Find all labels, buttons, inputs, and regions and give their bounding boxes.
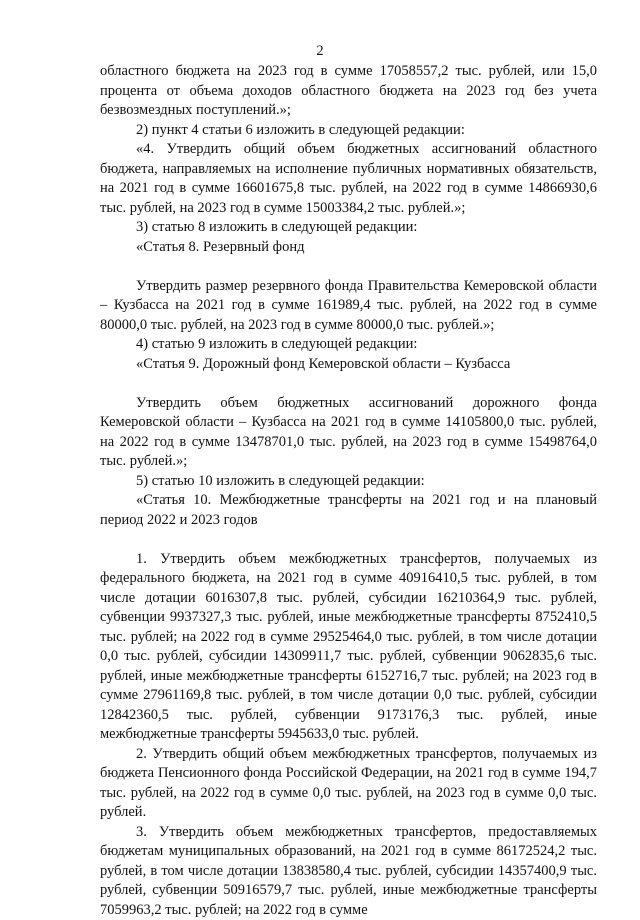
paragraph-transfers-2: 2. Утвердить общий объем межбюджетных трансфертов, получаемых из бюджета Пенсионного фонда Российской Федерации, на 2021 год в сумме 194,7 тыс. рублей, на 2022 год в сумме 0,0 тыс. рублей, на 2023 год в сумме 0,0 тыс. рублей. xyxy=(100,745,597,823)
paragraph-road-fund: Утвердить объем бюджетных ассигнований дорожного фонда Кемеровской области – Кузбасса на 2021 год в сумме 14105800,0 тыс. рублей, на 2022 год в сумме 13478701,0 тыс. рублей, на 2023 год в сумме 15498764,0 тыс. рублей.»; xyxy=(100,394,597,472)
article-9-heading: «Статья 9. Дорожный фонд Кемеровской области – Кузбасса xyxy=(100,355,597,375)
paragraph-reserve-fund: Утвердить размер резервного фонда Правительства Кемеровской области – Кузбасса на 2021 год в сумме 161989,4 тыс. рублей, на 2022 год в сумме 80000,0 тыс. рублей, на 2023 год в сумме 80000,0 тыс. рублей.»; xyxy=(100,277,597,336)
paragraph-clause-4: «4. Утвердить общий объем бюджетных ассигнований областного бюджета, направляемых на исполнение публичных нормативных обязательств, на 2021 год в сумме 16601675,8 тыс. рублей, на 2022 год в сумме 14866930,6 тыс. рублей, на 2023 год в сумме 15003384,2 тыс. рублей.»; xyxy=(100,140,597,218)
paragraph-item-3: 3) статью 8 изложить в следующей редакции: xyxy=(100,218,597,238)
paragraph-item-5: 5) статью 10 изложить в следующей редакции: xyxy=(100,472,597,492)
page-number: 2 xyxy=(0,42,640,60)
paragraph-transfers-1: 1. Утвердить объем межбюджетных трансфертов, получаемых из федерального бюджета, на 2021 год в сумме 40916410,5 тыс. рублей, в том числе дотации 6016307,8 тыс. рублей, субсидии 16210364,9 тыс. рублей, субвенции 9937327,3 тыс. рублей, иные межбюджетные трансферты 8752410,5 тыс. рублей; на 2022 год в сумме 29525464,0 тыс. рублей, в том числе дотации 0,0 тыс. рублей, субсидии 14309911,7 тыс. рублей, субвенции 9062835,6 тыс. рублей, иные межбюджетные трансферты 6152716,7 тыс. рублей; на 2023 год в сумме 27961169,8 тыс. рублей, в том числе дотации 0,0 тыс. рублей, субсидии 12842360,5 тыс. рублей, субвенции 9173176,3 тыс. рублей, иные межбюджетные трансферты 5945633,0 тыс. рублей. xyxy=(100,550,597,745)
paragraph-item-2: 2) пункт 4 статьи 6 изложить в следующей редакции: xyxy=(100,121,597,141)
paragraph-budget-continuation: областного бюджета на 2023 год в сумме 17058557,2 тыс. рублей, или 15,0 процента от объема доходов областного бюджета на 2023 год без учета безвозмездных поступлений.»; xyxy=(100,62,597,121)
article-8-heading: «Статья 8. Резервный фонд xyxy=(100,238,597,258)
article-10-heading: «Статья 10. Межбюджетные трансферты на 2021 год и на плановый период 2022 и 2023 годов xyxy=(100,491,597,530)
paragraph-item-4: 4) статью 9 изложить в следующей редакции: xyxy=(100,335,597,355)
paragraph-transfers-3: 3. Утвердить объем межбюджетных трансфертов, предоставляемых бюджетам муниципальных образований, на 2021 год в сумме 86172524,2 тыс. рублей, в том числе дотации 13838580,4 тыс. рублей, субсидии 14357400,9 тыс. рублей, субвенции 50916579,7 тыс. рублей, иные межбюджетные трансферты 7059963,2 тыс. рублей; на 2022 год в сумме xyxy=(100,823,597,920)
document-body xyxy=(100,62,597,920)
